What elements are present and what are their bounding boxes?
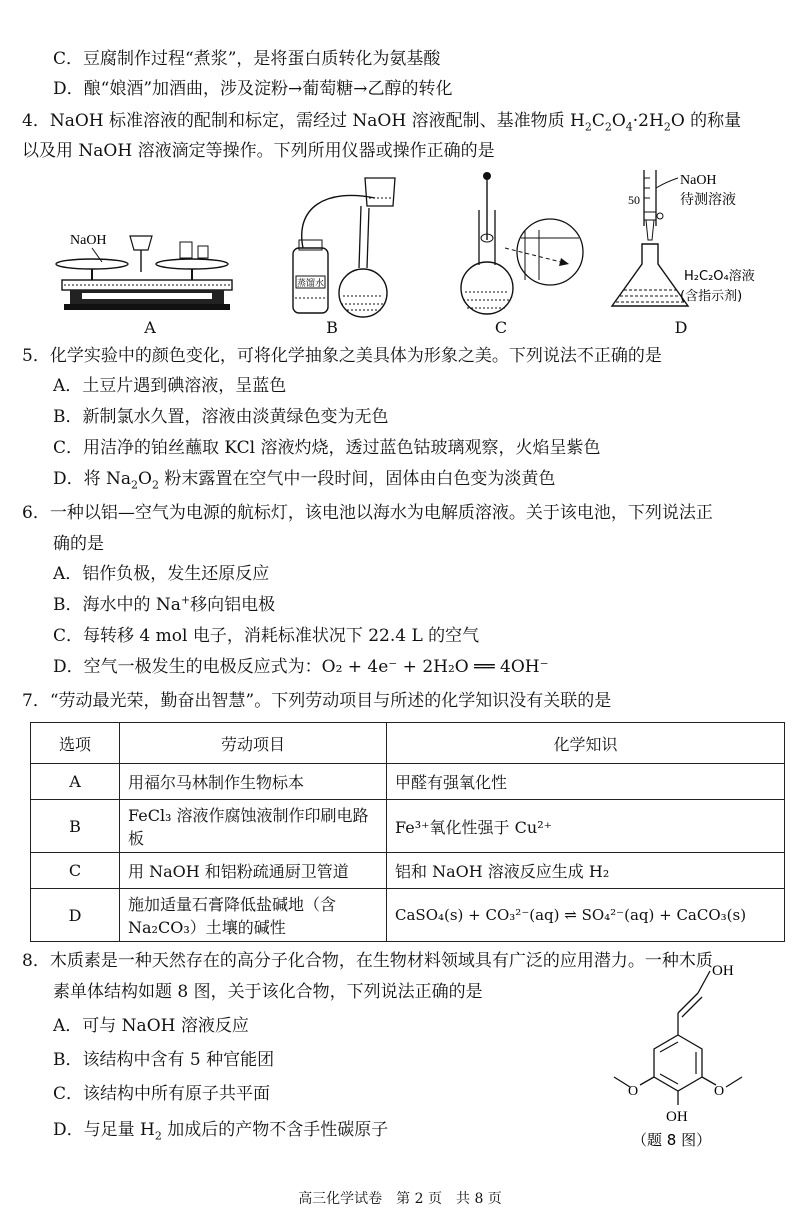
figure-label-d: D	[674, 318, 688, 337]
row-knowledge: Fe³⁺氧化性强于 Cu²⁺	[387, 800, 785, 853]
row-knowledge: 铝和 NaOH 溶液反应生成 H₂	[387, 853, 785, 889]
q6-option-c: C．每转移 4 mol 电子，消耗标准状况下 22.4 L 的空气	[53, 626, 480, 646]
volumetric-flask-figure	[455, 170, 585, 318]
figure-8-caption: （题 8 图）	[632, 1131, 712, 1149]
row-option: C	[31, 853, 120, 889]
table-row	[31, 889, 785, 942]
q5-stem: 5．化学实验中的颜色变化，可将化学抽象之美具体为形象之美。下列说法不正确的是	[22, 346, 662, 366]
q6-option-d: D．空气一极发生的电极反应式为：O₂ + 4e⁻ + 2H₂O ══ 4OH⁻	[53, 657, 549, 677]
q5-option-b: B．新制氯水久置，溶液由淡黄绿色变为无色	[53, 407, 389, 427]
page-footer: 高三化学试卷 第 2 页 共 8 页	[298, 1191, 502, 1207]
q7-table-header	[31, 723, 785, 764]
table-row	[31, 800, 785, 853]
table-row	[31, 764, 785, 800]
burette-scale-label: 50	[628, 193, 640, 207]
row-labor: 施加适量石膏降低盐碱地（含 Na₂CO₃）土壤的碱性	[120, 889, 387, 942]
flask-solution-label: H₂C₂O₄溶液	[684, 269, 755, 284]
q5-option-a: A．土豆片遇到碘溶液，呈蓝色	[53, 376, 287, 396]
q6-stem-line1: 6．一种以铝—空气为电源的航标灯，该电池以海水为电解质溶液。关于该电池，下列说法正	[22, 503, 713, 523]
balance-figure	[52, 222, 242, 317]
q8-stem-line2: 素单体结构如题 8 图，关于该化合物，下列说法正确的是	[53, 982, 483, 1002]
row-labor: 用福尔马林制作生物标本	[120, 764, 387, 800]
q5-option-d: D．将 $Na_2O_2$ 粉末露置在空气中一段时间，固体由白色变为淡黄色	[53, 469, 556, 492]
figure-label-a: A	[144, 318, 156, 337]
q8-option-d: D．与足量 $H_2$ 加成后的产物不含手性碳原子	[53, 1120, 389, 1143]
row-knowledge: 甲醛有强氧化性	[387, 764, 785, 800]
q4-stem-line2: 以及用 NaOH 溶液滴定等操作。下列所用仪器或操作正确的是	[22, 141, 495, 161]
table-row	[31, 853, 785, 889]
lignin-monomer-structure	[608, 955, 778, 1155]
naoh-label: NaOH	[680, 173, 717, 188]
distilled-water-label: 蒸馏水	[297, 279, 325, 289]
right-o-label: O	[714, 1084, 725, 1099]
flask-indicator-label: (含指示剂)	[680, 289, 743, 304]
row-labor: FeCl₃ 溶液作腐蚀液制作印刷电路板	[120, 800, 387, 853]
q3-option-c: C．豆腐制作过程“煮浆”，是将蛋白质转化为氨基酸	[53, 49, 441, 69]
q8-option-b: B．该结构中含有 5 种官能团	[53, 1050, 275, 1070]
row-labor: 用 NaOH 和铝粉疏通厨卫管道	[120, 853, 387, 889]
figure-label-c: C	[494, 318, 508, 337]
naoh-sample-label: 待测溶液	[680, 192, 736, 208]
q7-table	[30, 722, 785, 942]
q8-option-a: A．可与 NaOH 溶液反应	[53, 1016, 249, 1036]
top-oh-label: OH	[712, 963, 734, 979]
balance-naoh-label: NaOH	[70, 233, 107, 248]
q7-stem: 7．“劳动最光荣，勤奋出智慧”。下列劳动项目与所述的化学知识没有关联的是	[22, 691, 612, 711]
bottom-oh-label: OH	[666, 1109, 688, 1125]
header-labor: 劳动项目	[120, 723, 387, 764]
row-knowledge: CaSO₄(s) + CO₃²⁻(aq) ⇌ SO₄²⁻(aq) + CaCO₃(s)	[387, 889, 785, 942]
row-option: A	[31, 764, 120, 800]
titration-figure	[600, 168, 775, 318]
q4-stem-line1: 4．NaOH 标准溶液的配制和标定，需经过 NaOH 溶液配制、基准物质 $H_2C_2O_4\cdot 2H_2O$ 的称量	[22, 111, 742, 134]
row-option: B	[31, 800, 120, 853]
q8-stem-line1: 8．木质素是一种天然存在的高分子化合物，在生物材料领域具有广泛的应用潜力。一种木质	[22, 951, 713, 971]
q8-option-c: C．该结构中所有原子共平面	[53, 1084, 271, 1104]
left-o-label: O	[628, 1084, 639, 1099]
flask-transfer-figure	[285, 168, 420, 318]
q6-option-b: B．海水中的 Na+移向铝电极	[53, 593, 276, 615]
q3-option-d: D．酿“娘酒”加酒曲，涉及淀粉→葡萄糖→乙醇的转化	[53, 79, 453, 99]
figure-label-b: B	[326, 318, 338, 337]
row-option: D	[31, 889, 120, 942]
q5-option-c: C．用洁净的铂丝蘸取 KCl 溶液灼烧，透过蓝色钴玻璃观察，火焰呈紫色	[53, 438, 601, 458]
q6-stem-line2: 确的是	[53, 534, 104, 554]
header-option: 选项	[31, 723, 120, 764]
q6-option-a: A．铝作负极，发生还原反应	[53, 564, 270, 584]
header-knowledge: 化学知识	[387, 723, 785, 764]
